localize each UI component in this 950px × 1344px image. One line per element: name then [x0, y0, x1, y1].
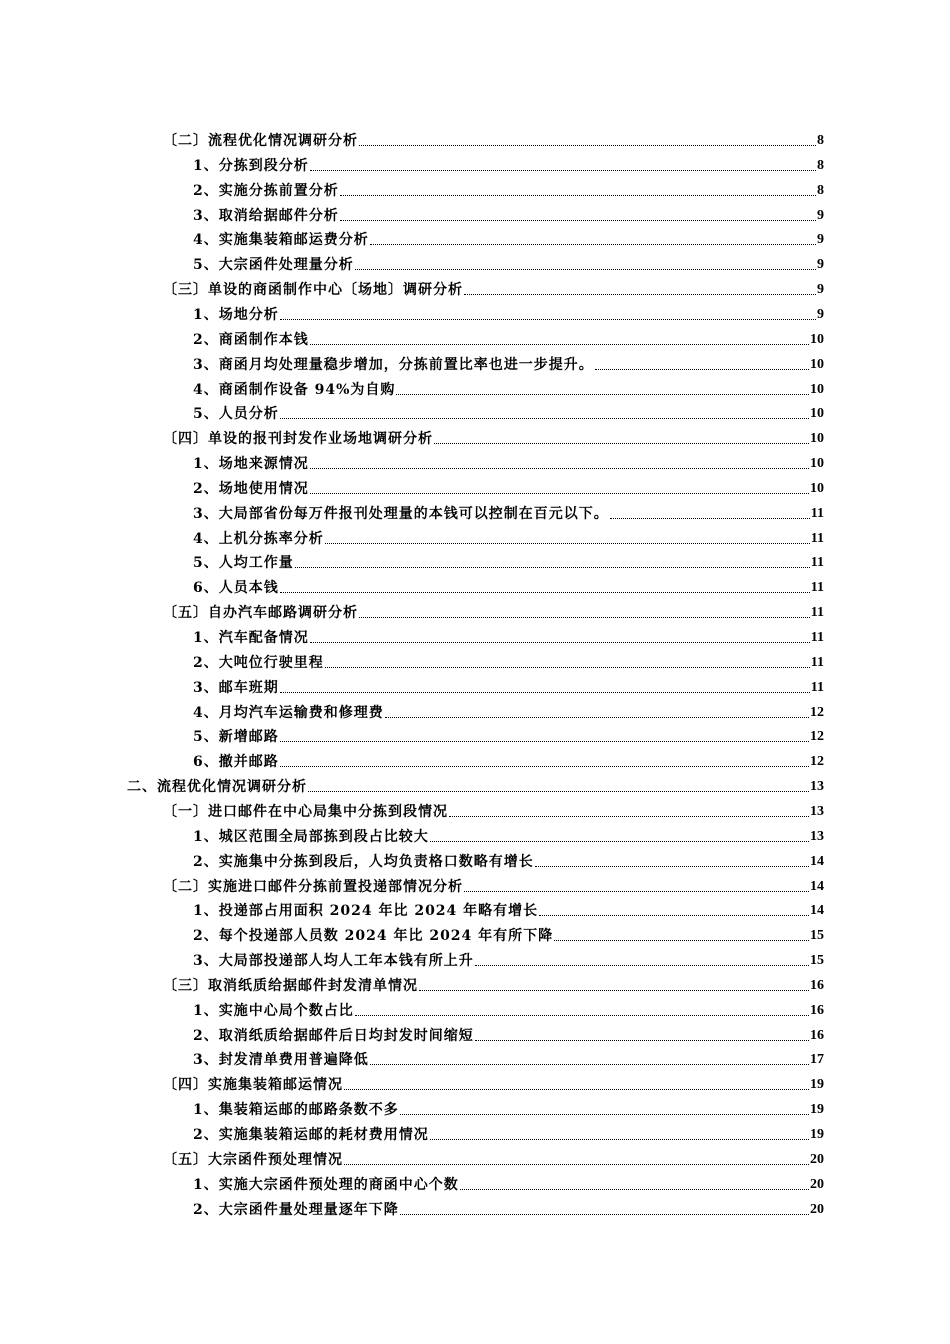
toc-entry-page-number: 19 [810, 1102, 824, 1117]
toc-entry-page-number: 15 [810, 928, 824, 943]
dot-leader [344, 1163, 809, 1165]
toc-entry-title: 2、场地使用情况 [193, 481, 309, 497]
toc-entry[interactable] [163, 874, 824, 896]
dot-leader [434, 442, 809, 444]
toc-entry[interactable] [193, 203, 824, 225]
dot-leader [340, 194, 816, 196]
dot-leader [280, 691, 810, 693]
toc-entry[interactable] [193, 153, 824, 175]
toc-entry-page-number: 8 [817, 133, 824, 148]
toc-entry[interactable] [193, 1023, 824, 1045]
toc-entry-page-number: 16 [810, 1028, 824, 1043]
toc-entry-title: 3、取消给据邮件分析 [193, 208, 339, 224]
dot-leader [344, 1088, 809, 1090]
toc-entry-title: 1、集装箱运邮的邮路条数不多 [193, 1102, 399, 1118]
dot-leader [280, 765, 809, 767]
toc-entry-title: 2、大宗函件量处理量逐年下降 [193, 1202, 399, 1218]
toc-entry-page-number: 20 [810, 1202, 824, 1217]
toc-entry-title: 5、新增邮路 [193, 729, 279, 745]
toc-entry-page-number: 13 [810, 779, 824, 794]
toc-entry-title: 〔一〕进口邮件在中心局集中分拣到段情况 [163, 804, 448, 820]
dot-leader [460, 1188, 809, 1190]
dot-leader [295, 566, 810, 568]
toc-entry[interactable] [193, 1197, 824, 1219]
dot-leader [280, 318, 816, 320]
toc-entry-page-number: 19 [810, 1077, 824, 1092]
toc-entry-title: 5、大宗函件处理量分析 [193, 257, 354, 273]
toc-entry[interactable] [193, 948, 824, 970]
toc-entry[interactable] [193, 898, 824, 920]
toc-entry[interactable] [163, 799, 824, 821]
dot-leader [359, 144, 816, 146]
dot-leader [475, 964, 809, 966]
dot-leader [325, 666, 810, 668]
toc-entry[interactable] [193, 476, 824, 498]
toc-entry[interactable] [193, 724, 824, 746]
dot-leader [325, 542, 810, 544]
dot-leader [310, 169, 816, 171]
toc-entry-title: 〔四〕单设的报刊封发作业场地调研分析 [163, 431, 433, 447]
dot-leader [310, 343, 809, 345]
toc-entry-page-number: 13 [810, 829, 824, 844]
toc-entry[interactable] [193, 675, 824, 697]
toc-entry-page-number: 8 [817, 158, 824, 173]
dot-leader [419, 989, 809, 991]
toc-entry[interactable] [193, 302, 824, 324]
toc-entry-page-number: 12 [810, 754, 824, 769]
toc-entry[interactable] [193, 252, 824, 274]
toc-entry[interactable] [193, 1047, 824, 1069]
toc-entry[interactable] [193, 923, 824, 945]
toc-entry-page-number: 13 [810, 804, 824, 819]
toc-entry-title: 6、撤并邮路 [193, 754, 279, 770]
toc-entry-page-number: 9 [817, 208, 824, 223]
dot-leader [430, 1138, 809, 1140]
toc-entry-title: 4、上机分拣率分析 [193, 531, 324, 547]
toc-entry[interactable] [163, 277, 824, 299]
toc-entry-page-number: 11 [810, 630, 824, 645]
toc-entry[interactable] [193, 501, 824, 523]
toc-entry[interactable] [163, 600, 824, 622]
toc-entry-page-number: 10 [810, 332, 824, 347]
toc-entry-title: 1、场地分析 [193, 307, 279, 323]
toc-entry-page-number: 11 [810, 605, 824, 620]
dot-leader [449, 815, 809, 817]
dot-leader [370, 243, 816, 245]
toc-entry[interactable] [193, 1097, 824, 1119]
toc-entry[interactable] [193, 227, 824, 249]
toc-entry-title: 〔四〕实施集装箱邮运情况 [163, 1077, 343, 1093]
toc-entry-title: 3、封发清单费用普遍降低 [193, 1052, 369, 1068]
toc-entry[interactable] [163, 1147, 824, 1169]
toc-entry-page-number: 9 [817, 282, 824, 297]
toc-entry-page-number: 11 [810, 680, 824, 695]
dot-leader [310, 467, 809, 469]
dot-leader [595, 368, 809, 370]
dot-leader [396, 393, 809, 395]
toc-entry[interactable] [127, 774, 824, 796]
toc-entry-title: 4、实施集装箱邮运费分析 [193, 232, 369, 248]
toc-entry-page-number: 14 [810, 879, 824, 894]
toc-entry[interactable] [193, 650, 824, 672]
toc-entry[interactable] [193, 749, 824, 771]
toc-entry[interactable] [163, 426, 824, 448]
toc-entry-title: 6、人员本钱 [193, 580, 279, 596]
toc-entry-title: 1、汽车配备情况 [193, 630, 309, 646]
toc-entry[interactable] [193, 526, 824, 548]
toc-entry-page-number: 10 [810, 357, 824, 372]
toc-entry[interactable] [193, 998, 824, 1020]
toc-entry[interactable] [193, 451, 824, 473]
toc-entry-page-number: 8 [817, 183, 824, 198]
dot-leader [355, 268, 816, 270]
toc-entry-title: 4、商函制作设备 94%为自购 [193, 382, 396, 398]
toc-entry-title: 〔三〕单设的商函制作中心〔场地〕调研分析 [163, 282, 463, 298]
toc-entry-title: 3、商函月均处理量稳步增加，分拣前置比率也进一步提升。 [193, 357, 594, 373]
dot-leader [310, 641, 810, 643]
toc-entry-title: 2、取消纸质给据邮件后日均封发时间缩短 [193, 1028, 474, 1044]
toc-entry-page-number: 10 [810, 382, 824, 397]
toc-entry-title: 2、实施分拣前置分析 [193, 183, 339, 199]
toc-entry[interactable] [193, 625, 824, 647]
toc-entry-page-number: 20 [810, 1177, 824, 1192]
toc-entry-page-number: 12 [810, 705, 824, 720]
dot-leader [400, 1113, 809, 1115]
toc-entry-title: 2、大吨位行驶里程 [193, 655, 324, 671]
toc-entry-page-number: 10 [810, 431, 824, 446]
toc-entry-title: 〔二〕流程优化情况调研分析 [163, 133, 358, 149]
dot-leader [554, 939, 809, 941]
toc-entry[interactable] [193, 575, 824, 597]
dot-leader [539, 914, 809, 916]
toc-entry-title: 1、实施中心局个数占比 [193, 1003, 354, 1019]
toc-entry[interactable] [193, 849, 824, 871]
dot-leader [464, 293, 816, 295]
dot-leader [475, 1039, 809, 1041]
toc-entry[interactable] [193, 1172, 824, 1194]
toc-entry-title: 5、人员分析 [193, 406, 279, 422]
toc-entry-page-number: 16 [810, 978, 824, 993]
dot-leader [535, 865, 809, 867]
dot-leader [370, 1063, 809, 1065]
toc-entry-page-number: 10 [810, 456, 824, 471]
toc-entry-title: 1、投递部占用面积 2024 年比 2024 年略有增长 [193, 903, 539, 919]
toc-entry-title: 4、月均汽车运输费和修理费 [193, 705, 384, 721]
toc-entry-page-number: 10 [810, 406, 824, 421]
toc-entry[interactable] [193, 550, 824, 572]
toc-entry-title: 〔三〕取消纸质给据邮件封发清单情况 [163, 978, 418, 994]
toc-entry-page-number: 17 [810, 1052, 824, 1067]
toc-entry-page-number: 10 [810, 481, 824, 496]
toc-entry[interactable] [193, 401, 824, 423]
toc-entry-page-number: 15 [810, 953, 824, 968]
dot-leader [400, 1213, 809, 1215]
toc-entry-title: 5、人均工作量 [193, 555, 294, 571]
dot-leader [280, 591, 810, 593]
toc-entry[interactable] [193, 1122, 824, 1144]
toc-entry[interactable] [193, 352, 824, 374]
toc-entry[interactable] [193, 327, 824, 349]
toc-entry-title: 1、实施大宗函件预处理的商函中心个数 [193, 1177, 459, 1193]
toc-entry[interactable] [163, 128, 824, 150]
dot-leader [310, 492, 809, 494]
toc-entry[interactable] [193, 700, 824, 722]
dot-leader [464, 890, 809, 892]
dot-leader [430, 840, 809, 842]
toc-entry-title: 1、场地来源情况 [193, 456, 309, 472]
dot-leader [359, 616, 810, 618]
toc-entry-page-number: 20 [810, 1152, 824, 1167]
toc-entry-page-number: 12 [810, 729, 824, 744]
toc-entry-title: 〔五〕大宗函件预处理情况 [163, 1152, 343, 1168]
toc-entry-title: 2、每个投递部人员数 2024 年比 2024 年有所下降 [193, 928, 554, 944]
toc-entry-title: 1、城区范围全局部拣到段占比较大 [193, 829, 429, 845]
toc-entry-page-number: 11 [810, 655, 824, 670]
toc-entry-page-number: 9 [817, 257, 824, 272]
dot-leader [280, 417, 809, 419]
toc-entry-page-number: 9 [817, 232, 824, 247]
toc-entry-title: 〔二〕实施进口邮件分拣前置投递部情况分析 [163, 879, 463, 895]
toc-entry-page-number: 16 [810, 1003, 824, 1018]
toc-entry-page-number: 11 [810, 506, 824, 521]
toc-entry-page-number: 11 [810, 555, 824, 570]
dot-leader [280, 740, 809, 742]
dot-leader [308, 790, 809, 792]
dot-leader [355, 1014, 809, 1016]
dot-leader [610, 517, 810, 519]
toc-entry-title: 2、实施集中分拣到段后，人均负责格口数略有增长 [193, 854, 534, 870]
toc-entry[interactable] [193, 377, 824, 399]
toc-entry-title: 3、大局部投递部人均人工年本钱有所上升 [193, 953, 474, 969]
toc-entry[interactable] [163, 973, 824, 995]
toc-entry[interactable] [193, 824, 824, 846]
toc-entry-page-number: 14 [810, 903, 824, 918]
toc-entry-title: 3、邮车班期 [193, 680, 279, 696]
toc-entry-title: 二、流程优化情况调研分析 [127, 779, 307, 795]
toc-entry-page-number: 11 [810, 531, 824, 546]
toc-entry-title: 2、实施集装箱运邮的耗材费用情况 [193, 1127, 429, 1143]
toc-entry-page-number: 11 [810, 580, 824, 595]
toc-entry-title: 3、大局部省份每万件报刊处理量的本钱可以控制在百元以下。 [193, 506, 609, 522]
toc-entry[interactable] [163, 1072, 824, 1094]
toc-entry-page-number: 9 [817, 307, 824, 322]
dot-leader [385, 716, 809, 718]
toc-entry-page-number: 19 [810, 1127, 824, 1142]
toc-entry[interactable] [193, 178, 824, 200]
toc-entry-title: 〔五〕自办汽车邮路调研分析 [163, 605, 358, 621]
toc-entry-title: 2、商函制作本钱 [193, 332, 309, 348]
dot-leader [340, 219, 816, 221]
toc-entry-page-number: 14 [810, 854, 824, 869]
toc-entry-title: 1、分拣到段分析 [193, 158, 309, 174]
